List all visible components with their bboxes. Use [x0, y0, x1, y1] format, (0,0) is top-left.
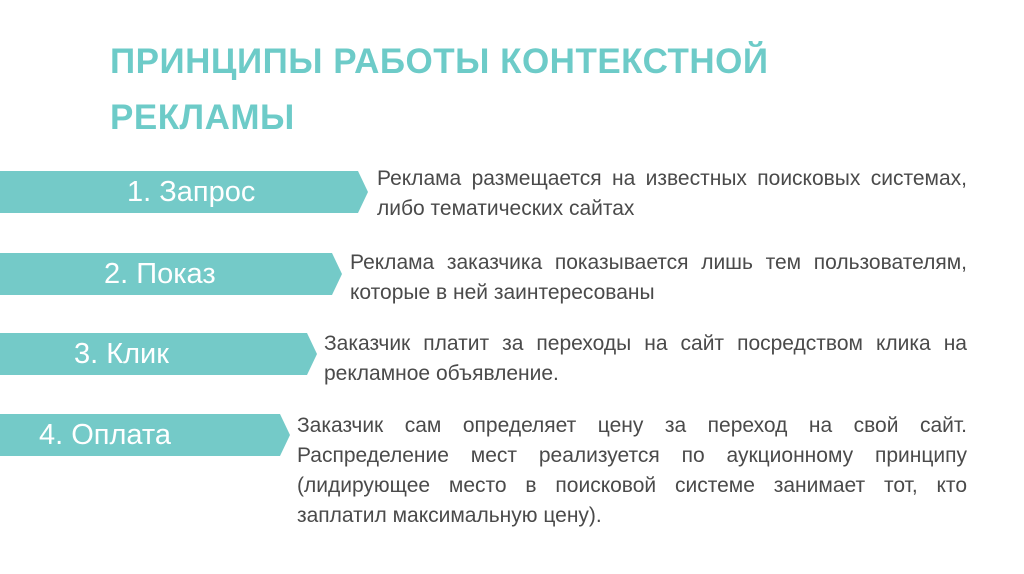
step-label-klik: 3. Клик — [74, 338, 169, 370]
step-description-klik: Заказчик платит за переходы на сайт посредством клика на рекламное объявление. — [324, 332, 967, 385]
step-description-pokaz: Реклама заказчика показывается лишь тем пользователям, которые в ней заинтересованы — [350, 251, 967, 304]
step-label-oplata: 4. Оплата — [39, 419, 172, 451]
step-label-zapros: 1. Запрос — [127, 176, 256, 208]
step-description-oplata: Заказчик сам определяет цену за переход на свой сайт. Распределение мест реализуется по аукционному принципу (лидирующее место в поисковой системе занимает тот, кто заплатил максимальную цену). — [297, 414, 967, 527]
slide-title: ПРИНЦИПЫ РАБОТЫ КОНТЕКСТНОЙ РЕКЛАМЫ — [110, 42, 769, 137]
step-description-zapros: Реклама размещается на известных поисковых системах, либо тематических сайтах — [377, 167, 967, 220]
step-label-pokaz: 2. Показ — [104, 258, 216, 290]
